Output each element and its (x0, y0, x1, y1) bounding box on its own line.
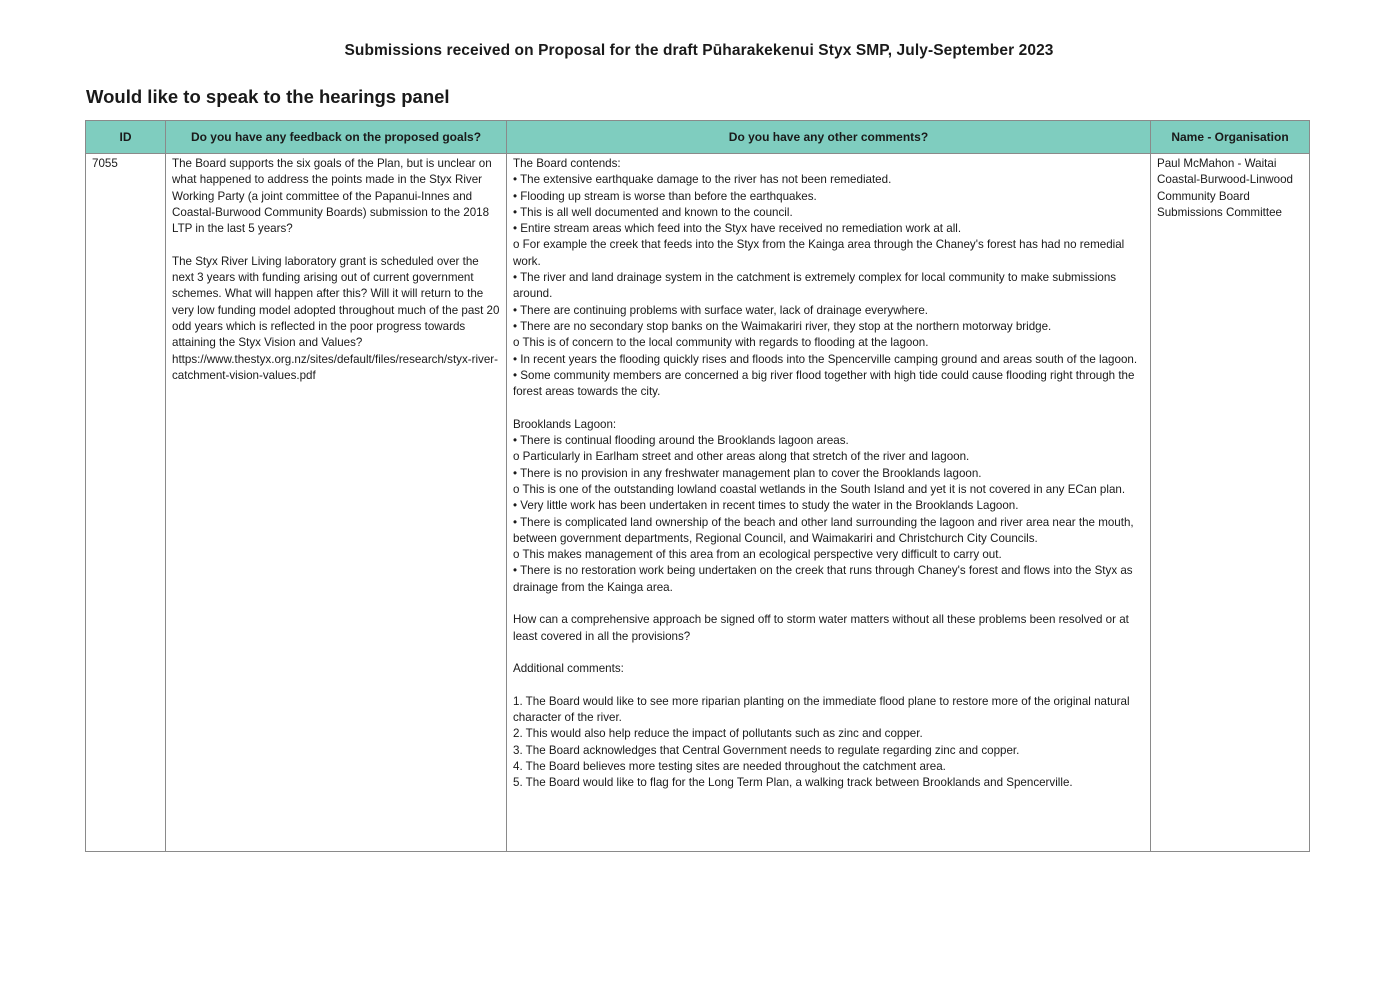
submissions-table (85, 120, 1310, 852)
goals-paragraph-1: The Board supports the six goals of the Plan, but is unclear on what happened to address the points made in the Styx River Working Party (a joint committee of the Papanui-Innes and Coastal-Burwood Community Boards) submission to the 2018 LTP in the last 5 years? (172, 157, 492, 236)
comment-line: • The river and land drainage system in the catchment is extremely complex for local community to make submissions around. (513, 271, 1117, 301)
comment-line: • Flooding up stream is worse than before the earthquakes. (513, 189, 817, 203)
comment-line: Brooklands Lagoon: (513, 417, 617, 431)
cell-name: Paul McMahon - Waitai Coastal-Burwood-Linwood Community Board Submissions Committee (1151, 154, 1310, 852)
cell-goals (166, 154, 507, 852)
comment-line: 3. The Board acknowledges that Central Government needs to regulate regarding zinc and copper. (513, 743, 1020, 757)
comment-line: • In recent years the flooding quickly rises and floods into the Spencerville camping ground and areas south of the lagoon. (513, 352, 1138, 366)
comment-line: • There is no provision in any freshwater management plan to cover the Brooklands lagoon. (513, 466, 982, 480)
comment-line: 5. The Board would like to flag for the Long Term Plan, a walking track between Brooklands and Spencerville. (513, 776, 1073, 790)
comment-line: 4. The Board believes more testing sites are needed throughout the catchment area. (513, 759, 946, 773)
comment-line: o This makes management of this area from an ecological perspective very difficult to carry out. (513, 548, 1002, 562)
comment-line: 2. This would also help reduce the impact of pollutants such as zinc and copper. (513, 727, 923, 741)
comment-line: • There are no secondary stop banks on the Waimakariri river, they stop at the northern motorway bridge. (513, 319, 1052, 333)
goals-paragraph-2-text: The Styx River Living laboratory grant is scheduled over the next 3 years with funding arising out of current government schemes. What will happen after this? Will it will return to the very low funding model adopted throughout much of the past 20 odd years which is reflected in the poor progress towards attaining the Styx Vision and Values? (172, 254, 500, 350)
comment-line: 1. The Board would like to see more riparian planting on the immediate flood plane to restore more of the original natural character of the river. (513, 694, 1130, 725)
goals-paragraph-2 (172, 254, 500, 384)
comment-line: Additional comments: (513, 662, 624, 676)
comment-line: The Board contends: (513, 157, 621, 170)
comment-blank-line (513, 645, 1144, 661)
comment-line: • Entire stream areas which feed into the Styx have received no remediation work at all. (513, 222, 962, 236)
comment-line: • There is continual flooding around the Brooklands lagoon areas. (513, 434, 849, 448)
comment-line: How can a comprehensive approach be signed off to storm water matters without all these problems been resolved or at least covered in all the provisions? (513, 613, 1129, 643)
header-comments: Do you have any other comments? (507, 121, 1151, 154)
table-row (86, 154, 1310, 852)
header-goals: Do you have any feedback on the proposed goals? (166, 121, 507, 154)
comment-line: o For example the creek that feeds into the Styx from the Kainga area through the Chaney's forest has had no remedial work. (513, 238, 1125, 268)
document-title: Submissions received on Proposal for the draft Pūharakekenui Styx SMP, July-September 2023 (344, 42, 1054, 59)
comment-line: o This is one of the outstanding lowland coastal wetlands in the South Island and yet it is not covered in any ECan plan. (513, 482, 1126, 496)
comment-line: • There is no restoration work being undertaken on the creek that runs through Chaney's forest and flows into the Styx as drainage from the Kainga area. (513, 564, 1133, 594)
comment-blank-line (513, 678, 1144, 694)
comment-line: o Particularly in Earlham street and other areas along that stretch of the river and lagoon. (513, 450, 970, 464)
comment-blank-line (513, 596, 1144, 612)
comment-line: • There is complicated land ownership of the beach and other land surrounding the lagoon and river area near the mouth, between government departments, Regional Council, and Waimakariri and Christchurch City Councils. (513, 515, 1134, 545)
comment-line: • This is all well documented and known to the council. (513, 205, 793, 219)
comment-line: • The extensive earthquake damage to the river has not been remediated. (513, 173, 892, 187)
goals-link[interactable]: https://www.thestyx.org.nz/sites/default/files/research/styx-river-catchment-vision-values.pdf (172, 352, 499, 382)
cell-id: 7055 (86, 154, 166, 852)
section-heading: Would like to speak to the hearings panel (86, 86, 450, 107)
comment-line: • Some community members are concerned a big river flood together with high tide could cause flooding right through the forest areas towards the city. (513, 368, 1135, 399)
comment-blank-line (513, 400, 1144, 416)
header-name: Name - Organisation (1151, 121, 1310, 154)
comment-line: • Very little work has been undertaken in recent times to study the water in the Brooklands Lagoon. (513, 499, 1019, 513)
table-header-row (86, 121, 1310, 154)
comment-line: • There are continuing problems with surface water, lack of drainage everywhere. (513, 303, 928, 317)
header-id: ID (86, 121, 166, 154)
cell-comments (507, 154, 1151, 852)
comment-line: o This is of concern to the local community with regards to flooding at the lagoon. (513, 336, 929, 350)
